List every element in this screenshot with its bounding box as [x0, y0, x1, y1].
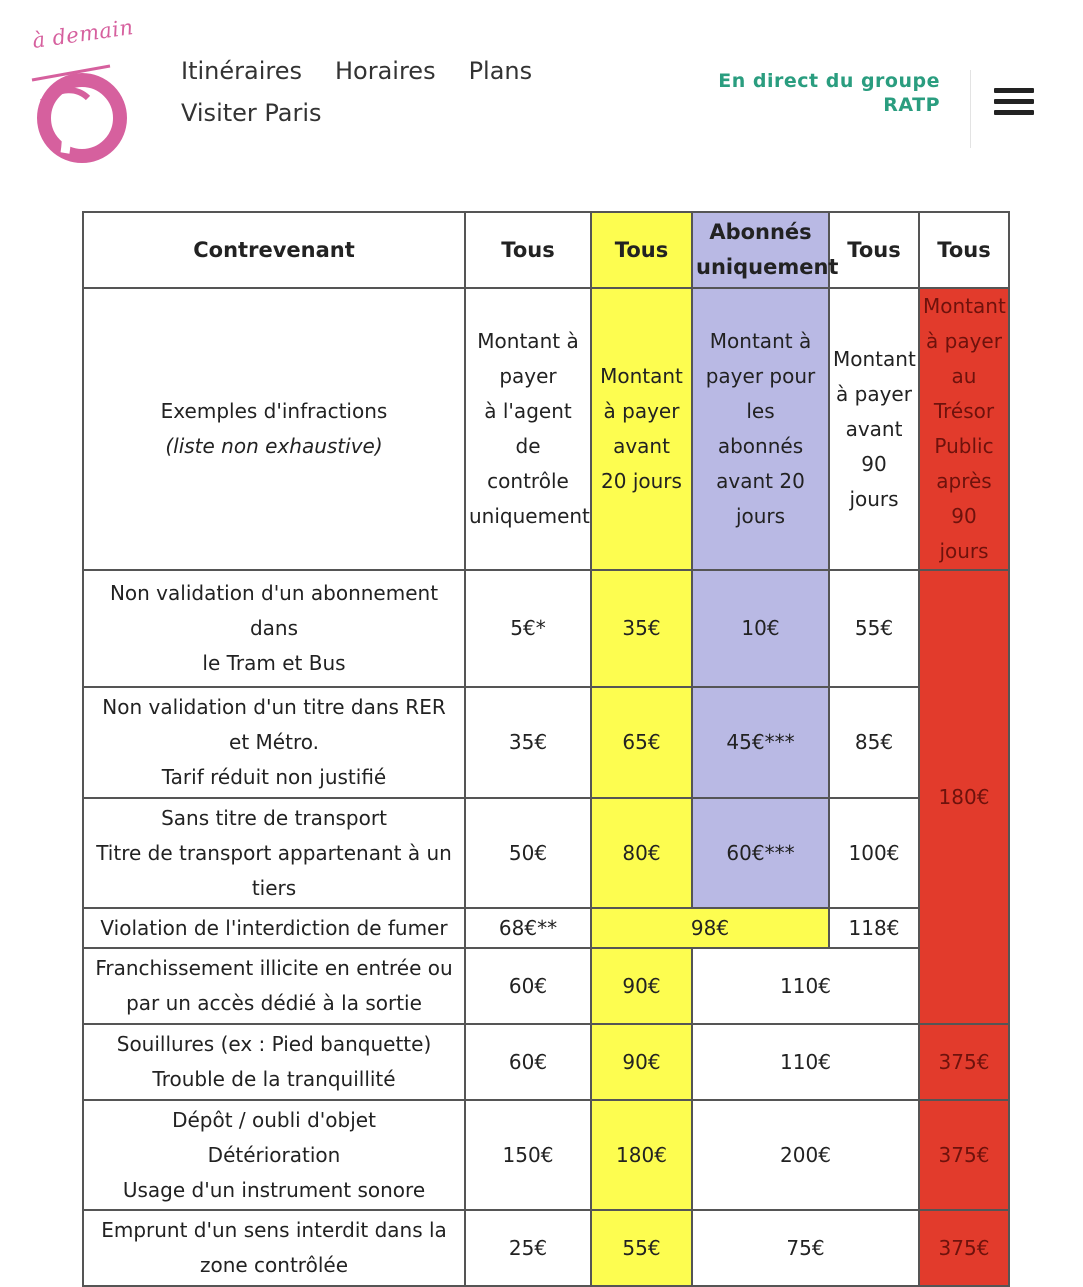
- agent-cell: 25€: [465, 1210, 591, 1286]
- logo-tagline: à demain: [30, 15, 135, 53]
- tresor-cell: 375€: [919, 1210, 1009, 1286]
- before20-cell: 55€: [591, 1210, 692, 1286]
- col-header-abonnes: Abonnés uniquement: [692, 212, 829, 288]
- col-header-tous: Tous: [465, 212, 591, 288]
- tresor-cell: 375€: [919, 1024, 1009, 1100]
- table-row: [83, 570, 1009, 687]
- table-row: [83, 1100, 1009, 1210]
- agent-cell: 150€: [465, 1100, 591, 1210]
- table-header-row: [83, 212, 1009, 288]
- desc-label: Exemples d'infractions: [160, 399, 388, 423]
- agent-cell: 60€: [465, 1024, 591, 1100]
- agent-cell: 50€: [465, 798, 591, 908]
- abonnes-cell: 10€: [692, 570, 829, 687]
- merged-cell: 200€: [692, 1100, 919, 1210]
- agent-cell: 68€**: [465, 908, 591, 948]
- header-divider: [970, 70, 971, 148]
- before20-cell: 90€: [591, 1024, 692, 1100]
- nav-plans[interactable]: Plans: [468, 57, 533, 85]
- nav-horaires[interactable]: Horaires: [334, 57, 436, 85]
- before90-cell: 85€: [829, 687, 919, 798]
- table-row: [83, 1210, 1009, 1286]
- direct-line-1: En direct du groupe: [718, 70, 940, 92]
- before90-cell: 100€: [829, 798, 919, 908]
- direct-groupe-link[interactable]: [718, 69, 940, 117]
- direct-line-2: RATP: [883, 94, 940, 116]
- table-row: [83, 908, 1009, 948]
- infraction-cell: Sans titre de transport Titre de transport appartenant à un tiers: [83, 798, 465, 908]
- nav-itineraires[interactable]: Itinéraires: [181, 57, 302, 85]
- infraction-cell: Souillures (ex : Pied banquette) Trouble de la tranquillité: [83, 1024, 465, 1100]
- agent-cell: 5€*: [465, 570, 591, 687]
- col-header-tous: Tous: [591, 212, 692, 288]
- table-row: [83, 1024, 1009, 1100]
- before20-cell: 35€: [591, 570, 692, 687]
- merged-cell: 75€: [692, 1210, 919, 1286]
- desc-sublabel: (liste non exhaustive): [165, 434, 383, 458]
- infraction-cell: Dépôt / oubli d'objet Détérioration Usage d'un instrument sonore: [83, 1100, 465, 1210]
- before20-cell: 90€: [591, 948, 692, 1024]
- desc-abonnes: Montant à payer pour les abonnés avant 20 jours: [692, 288, 829, 570]
- col-header-tous: Tous: [919, 212, 1009, 288]
- ratp-logo-icon: [30, 58, 130, 163]
- before90-cell: 55€: [829, 570, 919, 687]
- table-row: [83, 798, 1009, 908]
- abonnes-cell: 60€***: [692, 798, 829, 908]
- before20-cell: 65€: [591, 687, 692, 798]
- merged-before20-cell: 98€: [591, 908, 829, 948]
- desc-tresor: Montant à payer au Trésor Public après 90 jours: [919, 288, 1009, 570]
- col-header-contrevenant: Contrevenant: [83, 212, 465, 288]
- merged-cell: 110€: [692, 948, 919, 1024]
- desc-infractions: [83, 288, 465, 570]
- merged-cell: 110€: [692, 1024, 919, 1100]
- infraction-cell: Non validation d'un abonnement dans le Tram et Bus: [83, 570, 465, 687]
- desc-agent: Montant à payer à l'agent de contrôle uniquement: [465, 288, 591, 570]
- ratp-logo[interactable]: [30, 15, 140, 167]
- menu-burger-icon[interactable]: [994, 88, 1034, 118]
- before20-cell: 180€: [591, 1100, 692, 1210]
- desc-before90: Montant à payer avant 90 jours: [829, 288, 919, 570]
- before20-cell: 80€: [591, 798, 692, 908]
- fines-table: [82, 211, 1010, 1287]
- tresor-group-cell: 180€: [919, 570, 1009, 1024]
- table-desc-row: [83, 288, 1009, 570]
- tresor-cell: 375€: [919, 1100, 1009, 1210]
- infraction-cell: Violation de l'interdiction de fumer: [83, 908, 465, 948]
- infraction-cell: Emprunt d'un sens interdit dans la zone contrôlée: [83, 1210, 465, 1286]
- col-header-tous: Tous: [829, 212, 919, 288]
- main-nav: [181, 50, 532, 134]
- infraction-cell: Non validation d'un titre dans RER et Métro. Tarif réduit non justifié: [83, 687, 465, 798]
- abonnes-cell: 45€***: [692, 687, 829, 798]
- table-row: [83, 687, 1009, 798]
- desc-before20: Montant à payer avant 20 jours: [591, 288, 692, 570]
- table-row: [83, 948, 1009, 1024]
- nav-visiter-paris[interactable]: Visiter Paris: [181, 99, 322, 127]
- agent-cell: 35€: [465, 687, 591, 798]
- agent-cell: 60€: [465, 948, 591, 1024]
- infraction-cell: Franchissement illicite en entrée ou par un accès dédié à la sortie: [83, 948, 465, 1024]
- before90-cell: 118€: [829, 908, 919, 948]
